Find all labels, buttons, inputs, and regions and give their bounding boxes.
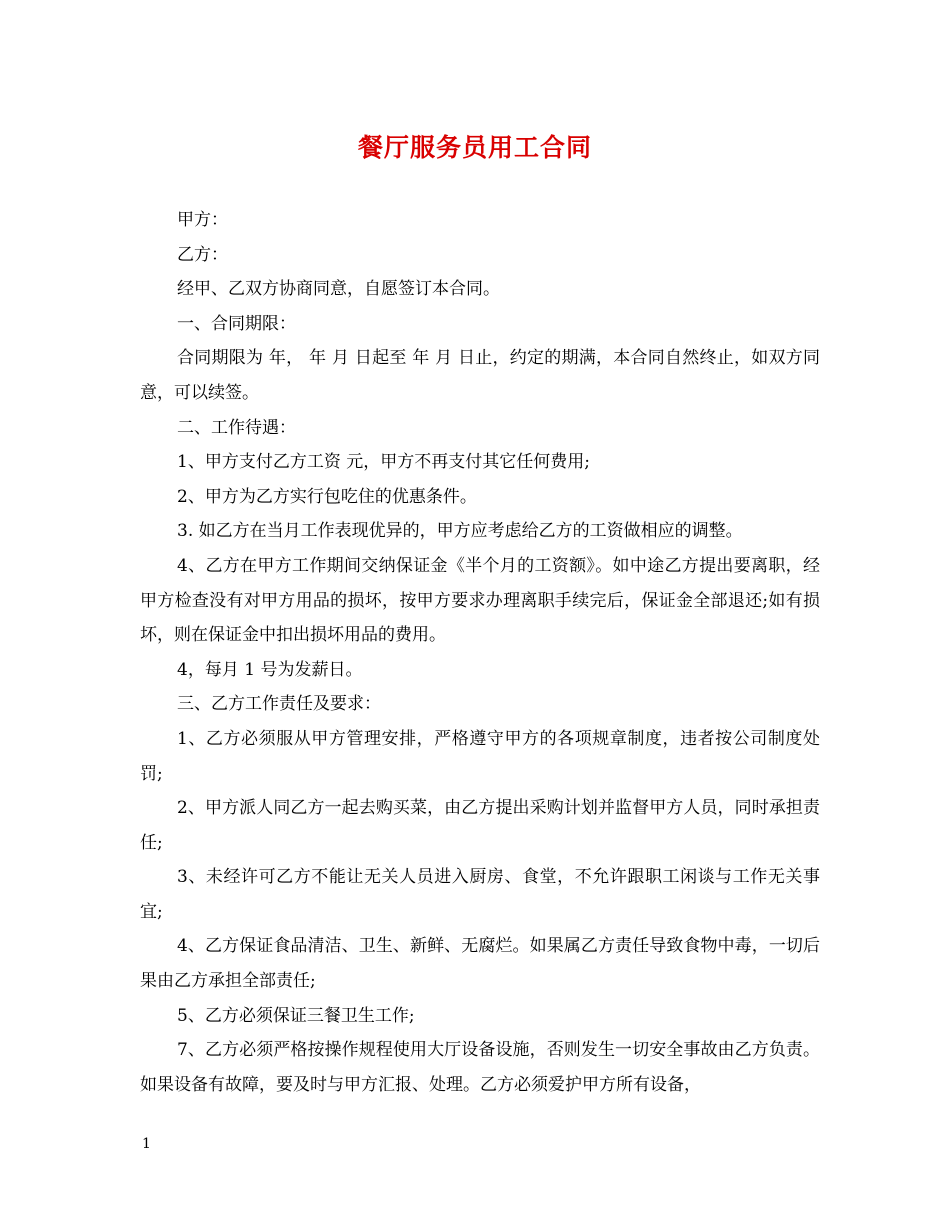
duty-clause-2: 2、甲方派人同乙方一起去购买菜，由乙方提出采购计划并监督甲方人员，同时承担责任;	[140, 798, 820, 853]
party-b-line: 乙方：	[177, 244, 228, 265]
agreement-intro: 经甲、乙双方协商同意，自愿签订本合同。	[177, 279, 500, 300]
pay-clause-5: 4，每月 1 号为发薪日。	[177, 659, 363, 680]
document-title: 餐厅服务员用工合同	[357, 133, 592, 162]
section-heading-term: 一、合同期限：	[177, 313, 296, 334]
duty-clause-1: 1、乙方必须服从甲方管理安排，严格遵守甲方的各项规章制度，违者按公司制度处罚;	[140, 728, 820, 784]
pay-clause-1: 1、甲方支付乙方工资 元，甲方不再支付其它任何费用;	[177, 452, 590, 473]
duty-clause-4: 4、乙方保证食品清洁、卫生、新鲜、无腐烂。如果属乙方责任导致食物中毒，一切后果由乙方承担全部责任;	[140, 936, 820, 992]
duty-clause-3: 3、未经许可乙方不能让无关人员进入厨房、食堂，不允许跟职工闲谈与工作无关事宜;	[140, 867, 820, 922]
party-a-line: 甲方：	[177, 210, 228, 230]
term-clause: 合同期限为 年， 年 月 日起至 年 月 日止，约定的期满，本合同自然终止，如双方同意，可以续签。	[140, 348, 820, 403]
pay-clause-3: 3. 如乙方在当月工作表现优异的，甲方应考虑给乙方的工资做相应的调整。	[177, 521, 743, 542]
page-number: 1	[142, 1136, 151, 1152]
pay-clause-2: 2、甲方为乙方实行包吃住的优惠条件。	[177, 486, 477, 507]
duty-clause-5: 5、乙方必须保证三餐卫生工作;	[177, 1005, 415, 1026]
pay-clause-4: 4、乙方在甲方工作期间交纳保证金《半个月的工资额》。如中途乙方提出要离职，经甲方检查没有对甲方用品的损坏，按甲方要求办理离职手续完后，保证金全部退还;如有损坏，则在保证金中扣出损坏用品的费用。	[140, 555, 820, 646]
section-heading-duties: 三、乙方工作责任及要求：	[177, 694, 381, 715]
section-heading-pay: 二、工作待遇：	[177, 417, 296, 438]
document-body	[140, 203, 820, 1102]
duty-clause-7: 7、乙方必须严格按操作规程使用大厅设备设施，否则发生一切安全事故由乙方负责。如果设备有故障，要及时与甲方汇报、处理。乙方必须爱护甲方所有设备，	[140, 1040, 820, 1095]
